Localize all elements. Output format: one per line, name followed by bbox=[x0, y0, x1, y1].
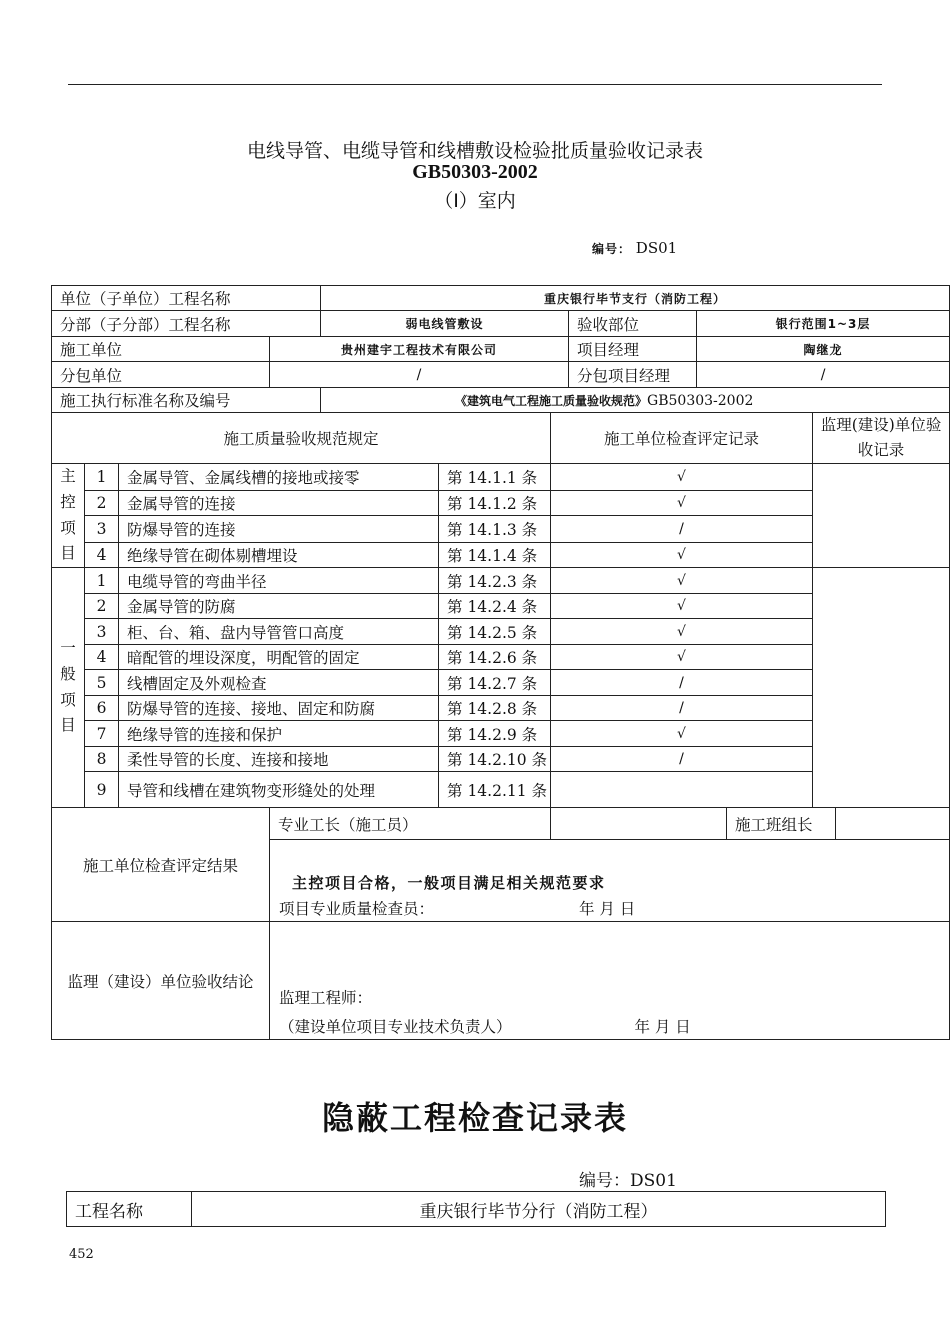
form-code-label: 编号： bbox=[592, 242, 632, 256]
item-clause: 第 14.2.9 条 bbox=[439, 721, 551, 747]
page-number: 452 bbox=[69, 1247, 94, 1262]
item-result: √ bbox=[551, 645, 813, 670]
item-name: 防爆导管的连接 bbox=[119, 516, 439, 543]
unit-value: 重庆银行毕节支行（消防工程） bbox=[321, 286, 950, 311]
result-conclusion: 主控项目合格，一般项目满足相关规范要求 bbox=[292, 874, 606, 893]
team-leader-label: 施工班组长 bbox=[727, 808, 836, 840]
item-clause: 第 14.2.5 条 bbox=[439, 619, 551, 645]
item-name: 防爆导管的连接、接地、固定和防腐 bbox=[119, 696, 439, 721]
hidden-work-title: 隐蔽工程检查记录表 bbox=[321, 1099, 628, 1137]
item-no: 2 bbox=[85, 490, 119, 516]
item-name: 绝缘导管在砌体剔槽埋设 bbox=[119, 542, 439, 568]
item-name: 金属导管、金属线槽的接地或接零 bbox=[119, 464, 439, 491]
column-header-row bbox=[52, 413, 950, 464]
item-name: 金属导管的连接 bbox=[119, 490, 439, 516]
info-row-subcontractor bbox=[52, 362, 950, 388]
form-standard-code: GB50303-2002 bbox=[412, 161, 538, 183]
item-clause: 第 14.2.8 条 bbox=[439, 696, 551, 721]
result-row-signatures bbox=[52, 808, 950, 840]
hidden-work-code: 编号：DS01 bbox=[579, 1171, 677, 1191]
inspection-table bbox=[51, 285, 950, 1040]
item-result: √ bbox=[551, 721, 813, 747]
item-clause: 第 14.2.10 条 bbox=[439, 747, 551, 772]
main-supervision-cell bbox=[813, 464, 950, 568]
item-result: √ bbox=[551, 619, 813, 645]
result-label: 施工单位检查评定结果 bbox=[52, 808, 270, 922]
standard-value bbox=[321, 388, 950, 413]
item-clause: 第 14.1.3 条 bbox=[439, 516, 551, 543]
form-code-value: DS01 bbox=[635, 239, 678, 257]
item-no: 1 bbox=[85, 464, 119, 491]
sub-value: 弱电线管敷设 bbox=[321, 311, 569, 337]
item-no: 3 bbox=[85, 619, 119, 645]
inspector-line bbox=[270, 897, 949, 919]
subcontractor-label: 分包单位 bbox=[52, 362, 270, 388]
item-result: √ bbox=[551, 568, 813, 594]
item-name: 电缆导管的弯曲半径 bbox=[119, 568, 439, 594]
result-date: 年 月 日 bbox=[578, 900, 636, 919]
supervision-header: 监理(建设)单位验收记录 bbox=[813, 413, 950, 464]
pm-value: 陶继龙 bbox=[697, 337, 950, 362]
item-clause: 第 14.1.1 条 bbox=[439, 464, 551, 491]
item-clause: 第 14.2.11 条 bbox=[439, 772, 551, 808]
general-items-label: 一 般 项 目 bbox=[52, 568, 85, 808]
item-name: 绝缘导管的连接和保护 bbox=[119, 721, 439, 747]
spec-header: 施工质量验收规范规定 bbox=[52, 413, 551, 464]
sub-pm-label: 分包项目经理 bbox=[569, 362, 697, 388]
general-supervision-cell bbox=[813, 568, 950, 808]
pm-label: 项目经理 bbox=[569, 337, 697, 362]
item-clause: 第 14.1.4 条 bbox=[439, 542, 551, 568]
item-no: 4 bbox=[85, 645, 119, 670]
inspector-label: 项目专业质量检查员： bbox=[279, 900, 435, 919]
hidden-work-table bbox=[66, 1191, 886, 1227]
item-no: 7 bbox=[85, 721, 119, 747]
owner-line bbox=[279, 1015, 949, 1037]
engineer-label: 监理工程师： bbox=[279, 989, 373, 1008]
info-row-sub bbox=[52, 311, 950, 337]
owner-label: （建设单位项目专业技术负责人） bbox=[279, 1018, 512, 1037]
project-label: 工程名称 bbox=[67, 1192, 192, 1227]
foreman-label: 专业工长（施工员） bbox=[270, 808, 551, 840]
item-result: / bbox=[551, 696, 813, 721]
item-result: / bbox=[551, 670, 813, 696]
table-row bbox=[52, 568, 950, 594]
supervision-content bbox=[270, 922, 950, 1040]
table-row bbox=[52, 464, 950, 491]
top-rule bbox=[68, 84, 882, 85]
item-no: 2 bbox=[85, 594, 119, 619]
item-no: 3 bbox=[85, 516, 119, 543]
foreman-value bbox=[551, 808, 727, 840]
supervision-row bbox=[52, 922, 950, 1040]
item-name: 金属导管的防腐 bbox=[119, 594, 439, 619]
item-result: √ bbox=[551, 490, 813, 516]
item-name: 暗配管的埋设深度，明配管的固定 bbox=[119, 645, 439, 670]
item-result bbox=[551, 772, 813, 808]
project-value: 重庆银行毕节分行（消防工程） bbox=[192, 1192, 886, 1227]
form-title: 电线导管、电缆导管和线槽敷设检验批质量验收记录表 bbox=[246, 140, 703, 162]
standard-code: GB50303-2002 bbox=[647, 392, 754, 409]
item-no: 8 bbox=[85, 747, 119, 772]
supervision-date: 年 月 日 bbox=[634, 1018, 691, 1037]
sub-pm-value: / bbox=[697, 362, 950, 388]
unit-label: 单位（子单位）工程名称 bbox=[52, 286, 321, 311]
part-label: 验收部位 bbox=[569, 311, 697, 337]
item-no: 9 bbox=[85, 772, 119, 808]
item-no: 6 bbox=[85, 696, 119, 721]
info-row-contractor bbox=[52, 337, 950, 362]
hidden-work-row bbox=[67, 1192, 886, 1227]
item-result: / bbox=[551, 516, 813, 543]
item-no: 5 bbox=[85, 670, 119, 696]
result-content bbox=[270, 840, 950, 922]
item-clause: 第 14.1.2 条 bbox=[439, 490, 551, 516]
contractor-label: 施工单位 bbox=[52, 337, 270, 362]
item-no: 1 bbox=[85, 568, 119, 594]
item-clause: 第 14.2.4 条 bbox=[439, 594, 551, 619]
item-result: √ bbox=[551, 542, 813, 568]
item-name: 导管和线槽在建筑物变形缝处的处理 bbox=[119, 772, 439, 808]
item-clause: 第 14.2.7 条 bbox=[439, 670, 551, 696]
form-code bbox=[592, 239, 677, 257]
item-clause: 第 14.2.6 条 bbox=[439, 645, 551, 670]
item-result: / bbox=[551, 747, 813, 772]
contractor-value: 贵州建宇工程技术有限公司 bbox=[270, 337, 569, 362]
main-items-label: 主 控 项 目 bbox=[52, 464, 85, 568]
subcontractor-value: / bbox=[270, 362, 569, 388]
team-leader-value bbox=[836, 808, 950, 840]
part-value: 银行范围1~3层 bbox=[697, 311, 950, 337]
item-clause: 第 14.2.3 条 bbox=[439, 568, 551, 594]
sub-label: 分部（子分部）工程名称 bbox=[52, 311, 321, 337]
supervision-label: 监理（建设）单位验收结论 bbox=[52, 922, 270, 1040]
item-result: √ bbox=[551, 594, 813, 619]
standard-name: 《建筑电气工程施工质量验收规范》 bbox=[455, 393, 648, 408]
standard-label: 施工执行标准名称及编号 bbox=[52, 388, 321, 413]
item-no: 4 bbox=[85, 542, 119, 568]
item-name: 柔性导管的长度、连接和接地 bbox=[119, 747, 439, 772]
info-row-standard bbox=[52, 388, 950, 413]
item-name: 柜、台、箱、盘内导管管口高度 bbox=[119, 619, 439, 645]
check-header: 施工单位检查评定记录 bbox=[551, 413, 813, 464]
info-row-unit bbox=[52, 286, 950, 311]
item-name: 线槽固定及外观检查 bbox=[119, 670, 439, 696]
item-result: √ bbox=[551, 464, 813, 491]
form-subtitle: （Ⅰ）室内 bbox=[434, 190, 516, 212]
